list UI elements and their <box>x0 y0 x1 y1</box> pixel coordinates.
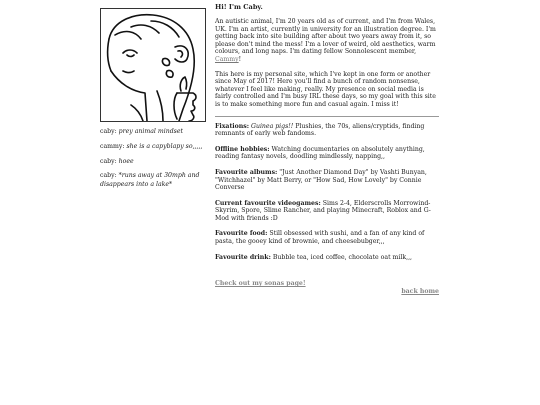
dialog-speaker: caby: <box>100 128 117 135</box>
dialog-line <box>100 128 206 136</box>
dialog-line <box>100 158 206 166</box>
dialog-speaker: caby: <box>100 172 117 180</box>
page-title: Hi! I'm Caby. <box>215 3 263 11</box>
dialog-text: hoee <box>118 157 134 165</box>
fact-favourite-albums <box>215 169 439 192</box>
intro-paragraph <box>215 18 439 64</box>
dialog-text: *runs away at 30mph and disappears into a lake* <box>100 172 200 188</box>
dialog-text: she is a capyblapy so,,,,, <box>126 142 203 150</box>
divider <box>215 116 439 117</box>
fact-italic: Guinea pigs!! <box>251 122 294 130</box>
fact-text: Plushies, the 70s, aliens/cryptids, finding remnants of early web fandoms. <box>215 122 425 138</box>
fact-label: Current favourite videogames: <box>215 199 321 207</box>
intro-text: An autistic animal, I'm 20 years old as of current, and I'm from Wales, UK. I'm an artist, currently in university for an illustration degree. I'm getting back into site building after about two years away from it, so please don't mind the mess! I'm a lover of weird, old aesthetics, warm colours, and long naps. I'm dating fellow Sonnolescent member, <box>215 18 436 56</box>
fact-text: Sims 2-4, Elderscrolls Morrowind-Skyrim, Spore, Slime Rancher, and playing Minecraft, Roblox and G-Mod with friends :D <box>215 199 431 222</box>
dialog-speaker: cammy: <box>100 142 125 150</box>
cammy-link[interactable]: Cammy <box>215 55 239 63</box>
fact-text: Watching documentaries on absolutely anything, reading fantasy novels, doodling mindlessly, napping,, <box>215 145 425 161</box>
dialog-line <box>100 143 206 151</box>
dialog-speaker: caby: <box>100 157 117 165</box>
dialog-line <box>100 172 206 189</box>
dialog-log <box>100 128 206 189</box>
fact-offline-hobbies <box>215 146 439 161</box>
intro-end: ! <box>238 55 242 63</box>
fact-label: Favourite albums: <box>215 168 278 176</box>
dialog-text: prey animal mindset <box>118 128 183 135</box>
fact-fixations <box>215 123 439 138</box>
fact-text: "Just Another Diamond Day" by Vashti Bunyan, "Witchhazel" by Matt Berry, or "How Sad, How Lovely" by Connie Converse <box>215 168 427 192</box>
sonas-page-link[interactable]: Check out my sonas page! <box>215 280 306 288</box>
fact-label: Offline hobbies: <box>215 145 270 153</box>
fact-label: Fixations: <box>215 122 250 130</box>
avatar <box>100 8 206 122</box>
fact-favourite-food <box>215 230 439 245</box>
sidebar <box>100 8 206 196</box>
fact-text: Still obsessed with sushi, and a fan of any kind of pasta, the gooey kind of brownie, and cheesebubger,,, <box>215 230 425 246</box>
fact-text: Bubble tea, iced coffee, chocolate oat milk,,, <box>270 253 413 261</box>
fact-label: Favourite food: <box>215 230 268 238</box>
site-paragraph: This here is my personal site, which I've kept in one form or another since May of 2017! Here you'll find a bunch of random nonsense, whatever I feel like making, really. My presence on social media is fairly controlled and I'm busy IRL these days, so my goal with this site is to make something more fun and casual again. I miss it! <box>215 70 436 108</box>
fact-favourite-drink <box>215 254 439 262</box>
fact-videogames <box>215 200 439 223</box>
back-home-link[interactable]: back home <box>401 287 439 295</box>
main-content <box>215 3 439 295</box>
character-drawing <box>101 9 205 121</box>
fact-label: Favourite drink: <box>215 253 271 261</box>
